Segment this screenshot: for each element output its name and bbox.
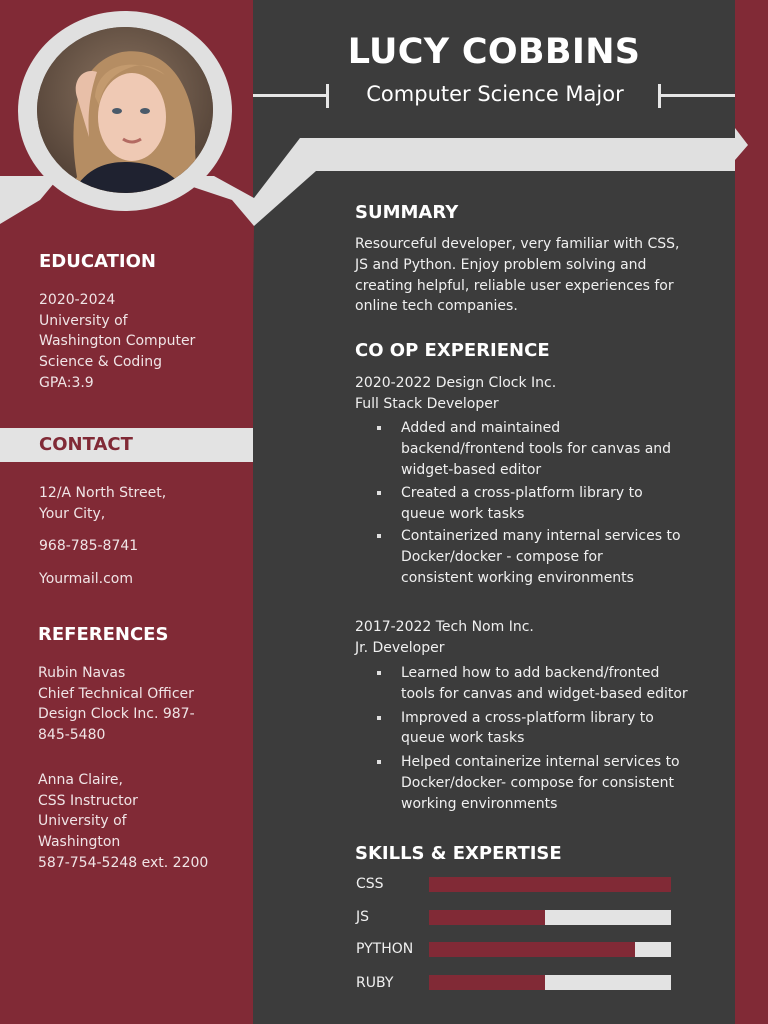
summary-heading: SUMMARY [355, 202, 459, 223]
bullet-line: Containerized many internal services to [401, 527, 681, 544]
bullet-line: working environments [401, 795, 558, 812]
bullet-line: Docker/docker- compose for consistent [401, 774, 674, 791]
education-line: GPA:3.9 [39, 374, 94, 391]
reference-line: Rubin Navas [38, 665, 126, 681]
reference-line: Anna Claire, [38, 772, 123, 788]
bullet-line: widget-based editor [401, 461, 542, 478]
portrait-illustration [37, 27, 213, 193]
references-heading: REFERENCES [38, 624, 169, 645]
bullet-line: queue work tasks [401, 730, 525, 747]
contact-phone: 968-785-8741 [39, 538, 139, 554]
bullet-line: Learned how to add backend/fronted [401, 665, 660, 681]
bullet-line: Helped containerize internal services to [401, 754, 680, 771]
title-rule-left-cap [326, 84, 329, 108]
title-rule-right [658, 94, 735, 97]
bullet-line: backend/frontend tools for canvas and [401, 440, 672, 457]
bullet-line: tools for canvas and widget-based editor [401, 685, 688, 702]
job-role: Jr. Developer [355, 639, 445, 656]
job-bullet [401, 483, 701, 525]
education-details [39, 290, 244, 394]
skill-bar-python [429, 942, 671, 957]
title-rule-left [253, 94, 328, 97]
job-bullet [401, 526, 701, 588]
reference-line: University of [38, 813, 127, 830]
job-bullets [401, 663, 701, 818]
skill-bar-css [429, 877, 671, 892]
skill-fill [429, 877, 671, 892]
job-bullets [401, 418, 701, 591]
contact-heading: CONTACT [39, 434, 133, 455]
reference-entry [38, 770, 243, 874]
address-line: 12/A North Street, [39, 485, 167, 501]
job-bullet [401, 752, 701, 814]
candidate-title: Computer Science Major [366, 82, 624, 106]
reference-line: Washington [38, 834, 121, 851]
bullet-line: queue work tasks [401, 506, 525, 523]
education-line: University of [39, 312, 128, 329]
job-header [355, 373, 556, 415]
job-bullet [401, 708, 701, 750]
contact-address [39, 483, 244, 524]
skill-fill [429, 910, 545, 925]
skill-fill [429, 942, 635, 957]
skills-heading: SKILLS & EXPERTISE [355, 843, 562, 864]
skill-fill [429, 975, 545, 990]
bullet-line: consistent working environments [401, 569, 634, 586]
reference-line: 845-5480 [38, 727, 106, 744]
experience-heading: CO OP EXPERIENCE [355, 340, 550, 361]
reference-line: 587-754-5248 ext. 2200 [38, 854, 209, 871]
job-period-company: 2020-2022 Design Clock Inc. [355, 375, 557, 391]
skill-label-ruby: RUBY [356, 975, 394, 991]
job-bullet [401, 663, 701, 705]
reference-line: CSS Instructor [38, 792, 138, 809]
summary-line: Resourceful developer, very familiar with CSS, [355, 236, 680, 252]
skill-label-js: JS [356, 909, 370, 925]
reference-line: Chief Technical Officer [38, 685, 194, 702]
summary-line: creating helpful, reliable user experiences for [355, 277, 674, 294]
bullet-line: Added and maintained [401, 420, 561, 436]
job-header [355, 617, 534, 659]
job-bullet [401, 418, 701, 480]
skill-bar-ruby [429, 975, 671, 990]
summary-line: JS and Python. Enjoy problem solving and [355, 256, 647, 273]
job-role: Full Stack Developer [355, 395, 499, 412]
profile-photo [37, 27, 213, 193]
contact-email: Yourmail.com [39, 571, 133, 587]
skill-bar-js [429, 910, 671, 925]
education-line: Science & Coding [39, 354, 162, 371]
reference-entry [38, 663, 243, 746]
education-line: 2020-2024 [39, 292, 116, 308]
bullet-line: Created a cross-platform library to [401, 485, 643, 502]
summary-line: online tech companies. [355, 298, 518, 315]
summary-text [355, 234, 700, 317]
bullet-line: Docker/docker - compose for [401, 548, 603, 565]
skill-label-python: PYTHON [356, 941, 414, 957]
skill-label-css: CSS [356, 876, 384, 892]
bullet-line: Improved a cross-platform library to [401, 709, 654, 726]
education-line: Washington Computer [39, 333, 196, 350]
address-line: Your City, [39, 505, 106, 522]
reference-line: Design Clock Inc. 987- [38, 706, 195, 723]
education-heading: EDUCATION [39, 251, 156, 272]
candidate-name: LUCY COBBINS [347, 32, 641, 72]
job-period-company: 2017-2022 Tech Nom Inc. [355, 619, 534, 635]
